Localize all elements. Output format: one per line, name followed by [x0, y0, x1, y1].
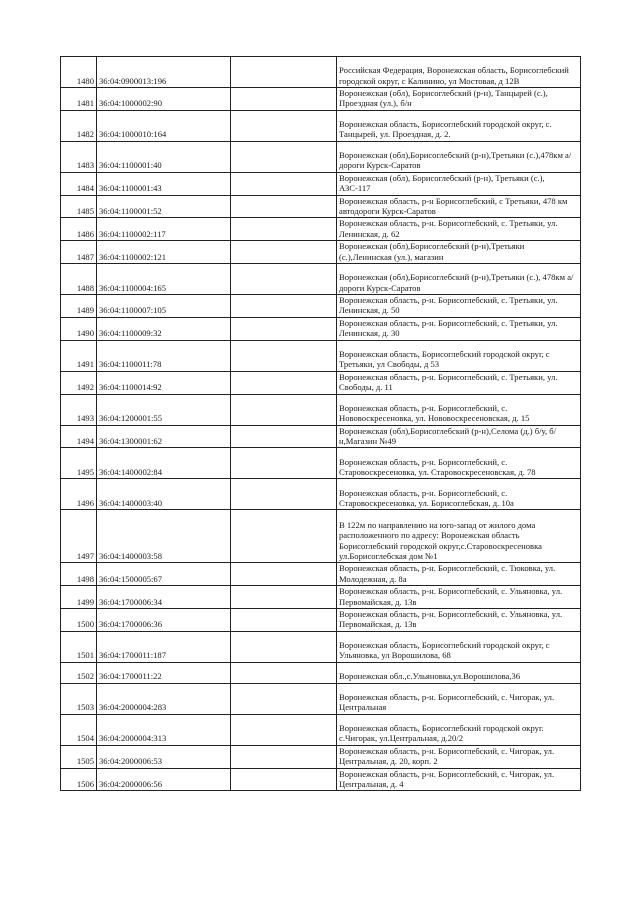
row-number-cell: 1488 — [61, 264, 97, 295]
cadastral-number-cell: 36:04:2000006:56 — [97, 768, 231, 791]
row-number-cell: 1499 — [61, 586, 97, 609]
row-number-cell: 1492 — [61, 371, 97, 394]
table-row — [61, 172, 581, 195]
address-cell: Воронежская область, р-н. Борисоглебский, с. Тюковка, ул. Молодежная, д. 8а — [337, 563, 581, 586]
empty-cell — [231, 510, 337, 563]
address-cell: Воронежская область, р-н Борисоглебский, с Третьяки, 478 км автодороги Курск-Саратов — [337, 195, 581, 218]
row-number-cell: 1501 — [61, 631, 97, 662]
row-number-cell: 1491 — [61, 340, 97, 371]
empty-cell — [231, 425, 337, 448]
empty-cell — [231, 394, 337, 425]
table-row — [61, 241, 581, 264]
empty-cell — [231, 264, 337, 295]
empty-cell — [231, 110, 337, 141]
row-number-cell: 1500 — [61, 608, 97, 631]
table-row — [61, 340, 581, 371]
empty-cell — [231, 57, 337, 88]
table-row — [61, 608, 581, 631]
row-number-cell: 1483 — [61, 141, 97, 172]
empty-cell — [231, 586, 337, 609]
address-cell: Воронежская область, р-н. Борисоглебский, с. Старовоскресеновка, ул. Старовоскресеновская, д. 78 — [337, 448, 581, 479]
address-cell: Воронежская область, р-н. Борисоглебский, с. Нововоскресеновка, ул. Нововоскресеновская, д. 15 — [337, 394, 581, 425]
address-cell: Воронежская область, р-н. Борисоглебский, с. Третьяки, ул. Ленинская, д. 50 — [337, 295, 581, 318]
empty-cell — [231, 88, 337, 111]
table-row — [61, 218, 581, 241]
row-number-cell: 1480 — [61, 57, 97, 88]
address-cell: Воронежская область, р-н. Борисоглебский, с. Старовоскресеновка, ул. Борисоглебская, д. 10а — [337, 479, 581, 510]
address-cell: В 122м по направлению на юго-запад от жилого дома расположенного по адресу: Воронежская область Борисоглебский городской округ,с.Старовоскресеновка ул.Борисоглебская дом №1 — [337, 510, 581, 563]
address-cell: Воронежская область, Борисоглебский городской округ, с Третьяки, ул Свободы, д 53 — [337, 340, 581, 371]
registry-table-body — [61, 57, 581, 791]
address-cell: Воронежская область, р-н. Борисоглебский, с. Третьяки, ул. Свободы, д. 11 — [337, 371, 581, 394]
empty-cell — [231, 172, 337, 195]
cadastral-number-cell: 36:04:2000004:283 — [97, 683, 231, 714]
table-row — [61, 295, 581, 318]
cadastral-number-cell: 36:04:1100004:165 — [97, 264, 231, 295]
empty-cell — [231, 295, 337, 318]
empty-cell — [231, 317, 337, 340]
address-cell: Воронежская (обл), Борисоглебский (р-н), Третьяки (с.), АЗС-117 — [337, 172, 581, 195]
row-number-cell: 1496 — [61, 479, 97, 510]
cadastral-number-cell: 36:04:1700006:34 — [97, 586, 231, 609]
cadastral-number-cell: 36:04:1500005:67 — [97, 563, 231, 586]
row-number-cell: 1506 — [61, 768, 97, 791]
cadastral-number-cell: 36:04:1700011:187 — [97, 631, 231, 662]
cadastral-number-cell: 36:04:1700011:22 — [97, 662, 231, 683]
address-cell: Воронежская область, р-н. Борисоглебский, с. Третьяки, ул. Ленинская, д. 62 — [337, 218, 581, 241]
address-cell: Воронежская (обл),Борисоглебский (р-н),Селома (д.) б/у, б/н,Магазин №49 — [337, 425, 581, 448]
row-number-cell: 1481 — [61, 88, 97, 111]
row-number-cell: 1505 — [61, 745, 97, 768]
table-row — [61, 662, 581, 683]
cadastral-number-cell: 36:04:1000010:164 — [97, 110, 231, 141]
row-number-cell: 1487 — [61, 241, 97, 264]
cadastral-number-cell: 36:04:1100001:40 — [97, 141, 231, 172]
table-row — [61, 394, 581, 425]
row-number-cell: 1502 — [61, 662, 97, 683]
table-row — [61, 195, 581, 218]
table-row — [61, 371, 581, 394]
cadastral-number-cell: 36:04:1100002:117 — [97, 218, 231, 241]
empty-cell — [231, 683, 337, 714]
empty-cell — [231, 608, 337, 631]
empty-cell — [231, 479, 337, 510]
cadastral-number-cell: 36:04:1100001:43 — [97, 172, 231, 195]
table-row — [61, 745, 581, 768]
address-cell: Воронежская область, р-н. Борисоглебский, с. Третьяки, ул. Ленинская, д. 30 — [337, 317, 581, 340]
row-number-cell: 1493 — [61, 394, 97, 425]
address-cell: Воронежская обл.,с.Ульяновка,ул.Ворошилова,36 — [337, 662, 581, 683]
cadastral-number-cell: 36:04:1200001:55 — [97, 394, 231, 425]
table-row — [61, 586, 581, 609]
address-cell: Воронежская область, р-н. Борисоглебский, с. Ульяновка, ул. Первомайская, д. 13в — [337, 586, 581, 609]
table-row — [61, 317, 581, 340]
empty-cell — [231, 141, 337, 172]
table-row — [61, 768, 581, 791]
empty-cell — [231, 563, 337, 586]
table-row — [61, 141, 581, 172]
empty-cell — [231, 768, 337, 791]
row-number-cell: 1484 — [61, 172, 97, 195]
address-cell: Воронежская (обл),Борисоглебский (р-н),Третьяки (с.),478км а/дороги Курск-Саратов — [337, 141, 581, 172]
address-cell: Воронежская область, Борисоглебский городской округ. с.Чигорак, ул.Центральная, д.20/2 — [337, 714, 581, 745]
cadastral-number-cell: 36:04:1100007:105 — [97, 295, 231, 318]
row-number-cell: 1482 — [61, 110, 97, 141]
empty-cell — [231, 448, 337, 479]
address-cell: Воронежская область, р-н. Борисоглебский, с. Чигорак, ул. Центральная, д. 20, корп. 2 — [337, 745, 581, 768]
table-row — [61, 683, 581, 714]
table-row — [61, 479, 581, 510]
table-row — [61, 563, 581, 586]
cadastral-number-cell: 36:04:1400003:58 — [97, 510, 231, 563]
cadastral-number-cell: 36:04:1000002:90 — [97, 88, 231, 111]
empty-cell — [231, 195, 337, 218]
address-cell: Воронежская область, р-н. Борисоглебский, с. Чигорак, ул. Центральная, д. 4 — [337, 768, 581, 791]
registry-table — [60, 56, 581, 791]
table-row — [61, 510, 581, 563]
address-cell: Воронежская область, Борисоглебский городской округ, с. Танцырей, ул. Проездная, д. 2. — [337, 110, 581, 141]
row-number-cell: 1498 — [61, 563, 97, 586]
table-row — [61, 714, 581, 745]
table-row — [61, 448, 581, 479]
cadastral-number-cell: 36:04:2000004:313 — [97, 714, 231, 745]
cadastral-number-cell: 36:04:1100001:52 — [97, 195, 231, 218]
table-row — [61, 110, 581, 141]
address-cell: Воронежская (обл),Борисоглебский (р-н),Третьяки (с.), 478км а/дороги Курск-Саратов — [337, 264, 581, 295]
cadastral-number-cell: 36:04:1300001:62 — [97, 425, 231, 448]
table-row — [61, 631, 581, 662]
cadastral-number-cell: 36:04:1100014:92 — [97, 371, 231, 394]
row-number-cell: 1490 — [61, 317, 97, 340]
row-number-cell: 1495 — [61, 448, 97, 479]
empty-cell — [231, 371, 337, 394]
cadastral-number-cell: 36:04:1700006:36 — [97, 608, 231, 631]
empty-cell — [231, 631, 337, 662]
row-number-cell: 1489 — [61, 295, 97, 318]
address-cell: Российская Федерация, Воронежская область, Борисоглебский городской округ, с Калинино, ул Мостовая, д 12В — [337, 57, 581, 88]
address-cell: Воронежская область, р-н. Борисоглебский, с. Чигорак, ул. Центральная — [337, 683, 581, 714]
empty-cell — [231, 714, 337, 745]
cadastral-number-cell: 36:04:1400002:84 — [97, 448, 231, 479]
table-row — [61, 88, 581, 111]
row-number-cell: 1504 — [61, 714, 97, 745]
empty-cell — [231, 745, 337, 768]
empty-cell — [231, 218, 337, 241]
cadastral-number-cell: 36:04:1400003:40 — [97, 479, 231, 510]
address-cell: Воронежская (обл), Борисоглебский (р-н), Танцырей (с.), Проездная (ул.), б/н — [337, 88, 581, 111]
cadastral-number-cell: 36:04:1100009:32 — [97, 317, 231, 340]
row-number-cell: 1486 — [61, 218, 97, 241]
table-row — [61, 264, 581, 295]
address-cell: Воронежская (обл),Борисоглебский (р-н),Третьяки (с.),Ленинская (ул.), магазин — [337, 241, 581, 264]
cadastral-number-cell: 36:04:1100011:78 — [97, 340, 231, 371]
empty-cell — [231, 662, 337, 683]
empty-cell — [231, 340, 337, 371]
row-number-cell: 1503 — [61, 683, 97, 714]
address-cell: Воронежская область, Борисоглебский городской округ, с Ульяновка, ул Ворошилова, 68 — [337, 631, 581, 662]
row-number-cell: 1485 — [61, 195, 97, 218]
table-row — [61, 57, 581, 88]
row-number-cell: 1497 — [61, 510, 97, 563]
cadastral-number-cell: 36:04:2000006:53 — [97, 745, 231, 768]
cadastral-number-cell: 36:04:1100002:121 — [97, 241, 231, 264]
table-row — [61, 425, 581, 448]
empty-cell — [231, 241, 337, 264]
cadastral-number-cell: 36:04:0900013:196 — [97, 57, 231, 88]
row-number-cell: 1494 — [61, 425, 97, 448]
address-cell: Воронежская область, р-н. Борисоглебский, с. Ульяновка, ул. Первомайская, д. 13в — [337, 608, 581, 631]
